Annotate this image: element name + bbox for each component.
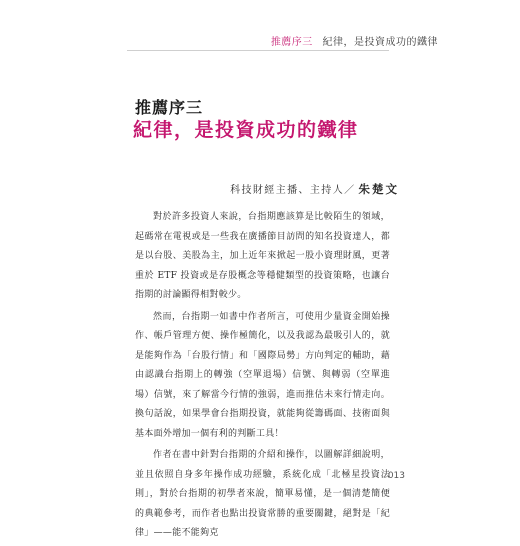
paragraph: 作者在書中針對台指期的介紹和操作，以圖解詳細說明，並且依照自身多年操作成功經驗，系統化成「北極星投資法則」，對於台指期的初學者來說，簡單易懂，是一個清楚簡便的典範參考，而作者也點出投資常勝的重要關鍵，絕對是「紀律」——能不能夠克 [135,450,390,538]
author-name: 朱楚文 [358,182,399,196]
section-kicker: 推薦序三 [135,98,204,117]
header-divider [127,50,389,51]
author-byline [230,181,399,197]
page-number: 013 [387,471,405,481]
body-text [135,208,390,546]
chapter-title: 紀律，是投資成功的鐵律 [133,119,359,141]
author-role: 科技財經主播、主持人／ [230,185,356,196]
running-header-section: 推薦序三 [270,37,313,48]
paragraph: 對於許多投資人來說，台指期應該算是比較陌生的領域，起碼常在電視或是一些我在廣播節目訪問的知名投資達人，都是以台股、美股為主，加上近年來掀起一股小資理財風，更著重於 ETF 投資或是存股概念等穩健類型的投資策略，也讓台指期的討論顯得相對較少。 [135,212,390,300]
running-header-chapter: 紀律，是投資成功的鐵律 [322,37,438,48]
running-header [271,33,438,48]
paragraph: 然而，台指期一如書中作者所言，可使用少量資金開始操作、帳戶管理方便、操作極簡化，以及我認為最吸引人的，就是能夠作為「台股行情」和「國際局勢」方向判定的輔助，藉由認識台指期上的轉強（空單退場）信號、與轉弱（空單進場）信號，來了解當今行情的強弱，進而推估未來行情走向。換句話說，如果學會台指期投資，就能夠從籌碼面、技術面與基本面外增加一個有利的判斷工具！ [135,311,390,439]
